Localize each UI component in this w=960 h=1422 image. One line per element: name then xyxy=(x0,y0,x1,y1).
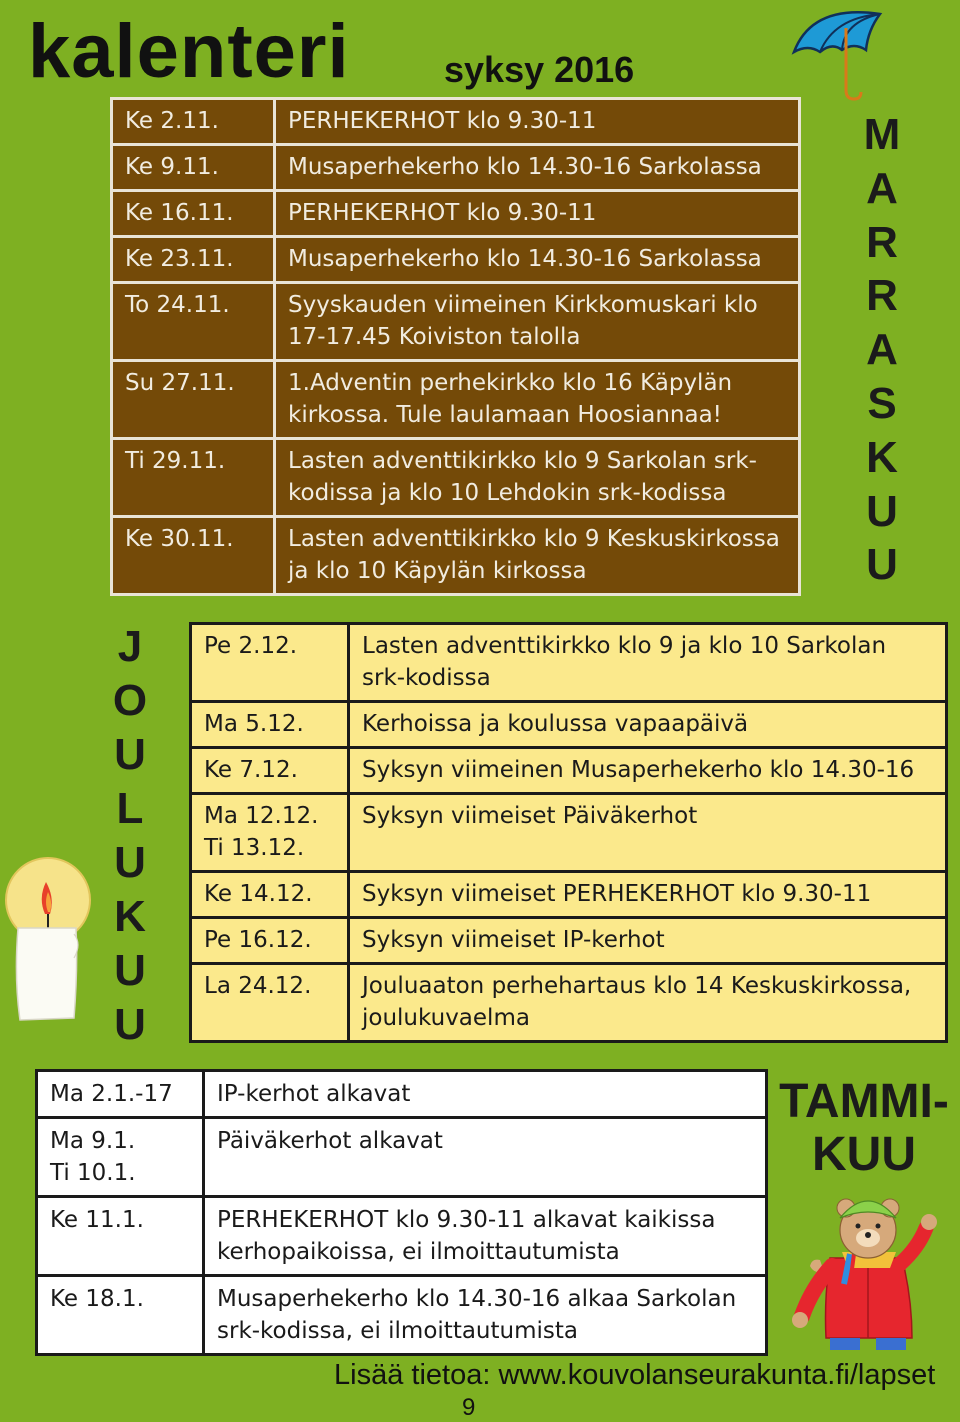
january-row xyxy=(37,1118,767,1197)
month-letter: A xyxy=(866,163,898,213)
event-description: Musaperhekerho klo 14.30-16 alkaa Sarkolan srk-kodissa, ei ilmoittautumista xyxy=(204,1276,767,1355)
event-date: La 24.12. xyxy=(191,964,349,1042)
month-letter: S xyxy=(867,378,897,428)
event-description: Jouluaaton perhehartaus klo 14 Keskuskirkossa, joulukuvaelma xyxy=(349,964,947,1042)
january-label-line: TAMMI- xyxy=(779,1075,949,1128)
november-row xyxy=(112,517,800,595)
more-info-link[interactable]: Lisää tietoa: www.kouvolanseurakunta.fi/lapset xyxy=(334,1359,936,1391)
november-row xyxy=(112,237,800,283)
month-letter: O xyxy=(112,676,148,725)
january-table xyxy=(35,1069,768,1356)
event-description: Syksyn viimeiset Päiväkerhot xyxy=(349,794,947,872)
event-description: Päiväkerhot alkavat xyxy=(204,1118,767,1197)
event-date: Ke 30.11. xyxy=(112,517,275,595)
event-description: PERHEKERHOT klo 9.30-11 xyxy=(275,99,800,145)
november-vertical-label xyxy=(852,108,912,592)
january-label xyxy=(768,1075,960,1181)
event-date: Pe 2.12. xyxy=(191,624,349,702)
event-description: Syksyn viimeiset IP-kerhot xyxy=(349,918,947,964)
month-letter: U xyxy=(114,946,146,995)
month-letter: U xyxy=(114,1000,146,1049)
candle-icon xyxy=(4,848,96,1028)
november-row xyxy=(112,191,800,237)
event-date: Ke 9.11. xyxy=(112,145,275,191)
december-row xyxy=(191,624,947,702)
event-date: Ti 29.11. xyxy=(112,439,275,517)
teddy-bear-icon xyxy=(790,1188,950,1354)
month-letter: U xyxy=(866,486,898,536)
event-description: Syksyn viimeiset PERHEKERHOT klo 9.30-11 xyxy=(349,872,947,918)
event-description: Lasten adventtikirkko klo 9 Sarkolan srk-kodissa ja klo 10 Lehdokin srk-kodissa xyxy=(275,439,800,517)
month-letter: L xyxy=(116,784,144,833)
event-date: To 24.11. xyxy=(112,283,275,361)
january-row xyxy=(37,1071,767,1118)
event-date: Ke 7.12. xyxy=(191,748,349,794)
month-letter: A xyxy=(866,325,898,375)
page-title: kalenteri xyxy=(28,9,350,94)
december-row xyxy=(191,918,947,964)
event-description: 1.Adventin perhekirkko klo 16 Käpylän kirkossa. Tule laulamaan Hoosiannaa! xyxy=(275,361,800,439)
event-description: PERHEKERHOT klo 9.30-11 alkavat kaikissa kerhopaikoissa, ei ilmoittautumista xyxy=(204,1197,767,1276)
event-date: Ma 2.1.-17 xyxy=(37,1071,204,1118)
november-row xyxy=(112,145,800,191)
event-date: Ke 2.11. xyxy=(112,99,275,145)
january-row xyxy=(37,1276,767,1355)
january-row xyxy=(37,1197,767,1276)
event-date: Ma 12.12. Ti 13.12. xyxy=(191,794,349,872)
event-description: PERHEKERHOT klo 9.30-11 xyxy=(275,191,800,237)
december-vertical-label xyxy=(100,620,160,1052)
november-row xyxy=(112,99,800,145)
event-date: Ma 5.12. xyxy=(191,702,349,748)
event-description: Musaperhekerho klo 14.30-16 Sarkolassa xyxy=(275,237,800,283)
december-row xyxy=(191,964,947,1042)
event-description: Syyskauden viimeinen Kirkkomuskari klo 17-17.45 Koiviston talolla xyxy=(275,283,800,361)
month-letter: K xyxy=(866,432,898,482)
december-row xyxy=(191,748,947,794)
page-subtitle: syksy 2016 xyxy=(444,49,635,90)
event-date: Ke 18.1. xyxy=(37,1276,204,1355)
december-row xyxy=(191,794,947,872)
event-date: Ke 14.12. xyxy=(191,872,349,918)
december-row xyxy=(191,872,947,918)
december-table xyxy=(189,622,948,1043)
event-description: Musaperhekerho klo 14.30-16 Sarkolassa xyxy=(275,145,800,191)
event-description: Lasten adventtikirkko klo 9 Keskuskirkossa ja klo 10 Käpylän kirkossa xyxy=(275,517,800,595)
month-letter: U xyxy=(114,838,146,887)
month-letter: R xyxy=(866,271,898,321)
event-date: Ke 23.11. xyxy=(112,237,275,283)
month-letter: R xyxy=(866,217,898,267)
january-label-line: KUU xyxy=(812,1128,916,1181)
event-description: Kerhoissa ja koulussa vapaapäivä xyxy=(349,702,947,748)
event-date: Su 27.11. xyxy=(112,361,275,439)
page-number: 9 xyxy=(462,1394,476,1421)
event-description: IP-kerhot alkavat xyxy=(204,1071,767,1118)
event-date: Ke 16.11. xyxy=(112,191,275,237)
event-date: Pe 16.12. xyxy=(191,918,349,964)
event-date: Ma 9.1. Ti 10.1. xyxy=(37,1118,204,1197)
november-row xyxy=(112,439,800,517)
month-letter: K xyxy=(114,892,146,941)
month-letter: M xyxy=(863,110,901,159)
november-row xyxy=(112,361,800,439)
event-description: Syksyn viimeinen Musaperhekerho klo 14.30-16 xyxy=(349,748,947,794)
december-row xyxy=(191,702,947,748)
november-row xyxy=(112,283,800,361)
month-letter: U xyxy=(114,730,146,779)
umbrella-icon xyxy=(784,0,894,102)
event-date: Ke 11.1. xyxy=(37,1197,204,1276)
month-letter: J xyxy=(117,622,143,671)
november-table xyxy=(110,97,801,596)
month-letter: U xyxy=(866,540,898,590)
event-description: Lasten adventtikirkko klo 9 ja klo 10 Sarkolan srk-kodissa xyxy=(349,624,947,702)
